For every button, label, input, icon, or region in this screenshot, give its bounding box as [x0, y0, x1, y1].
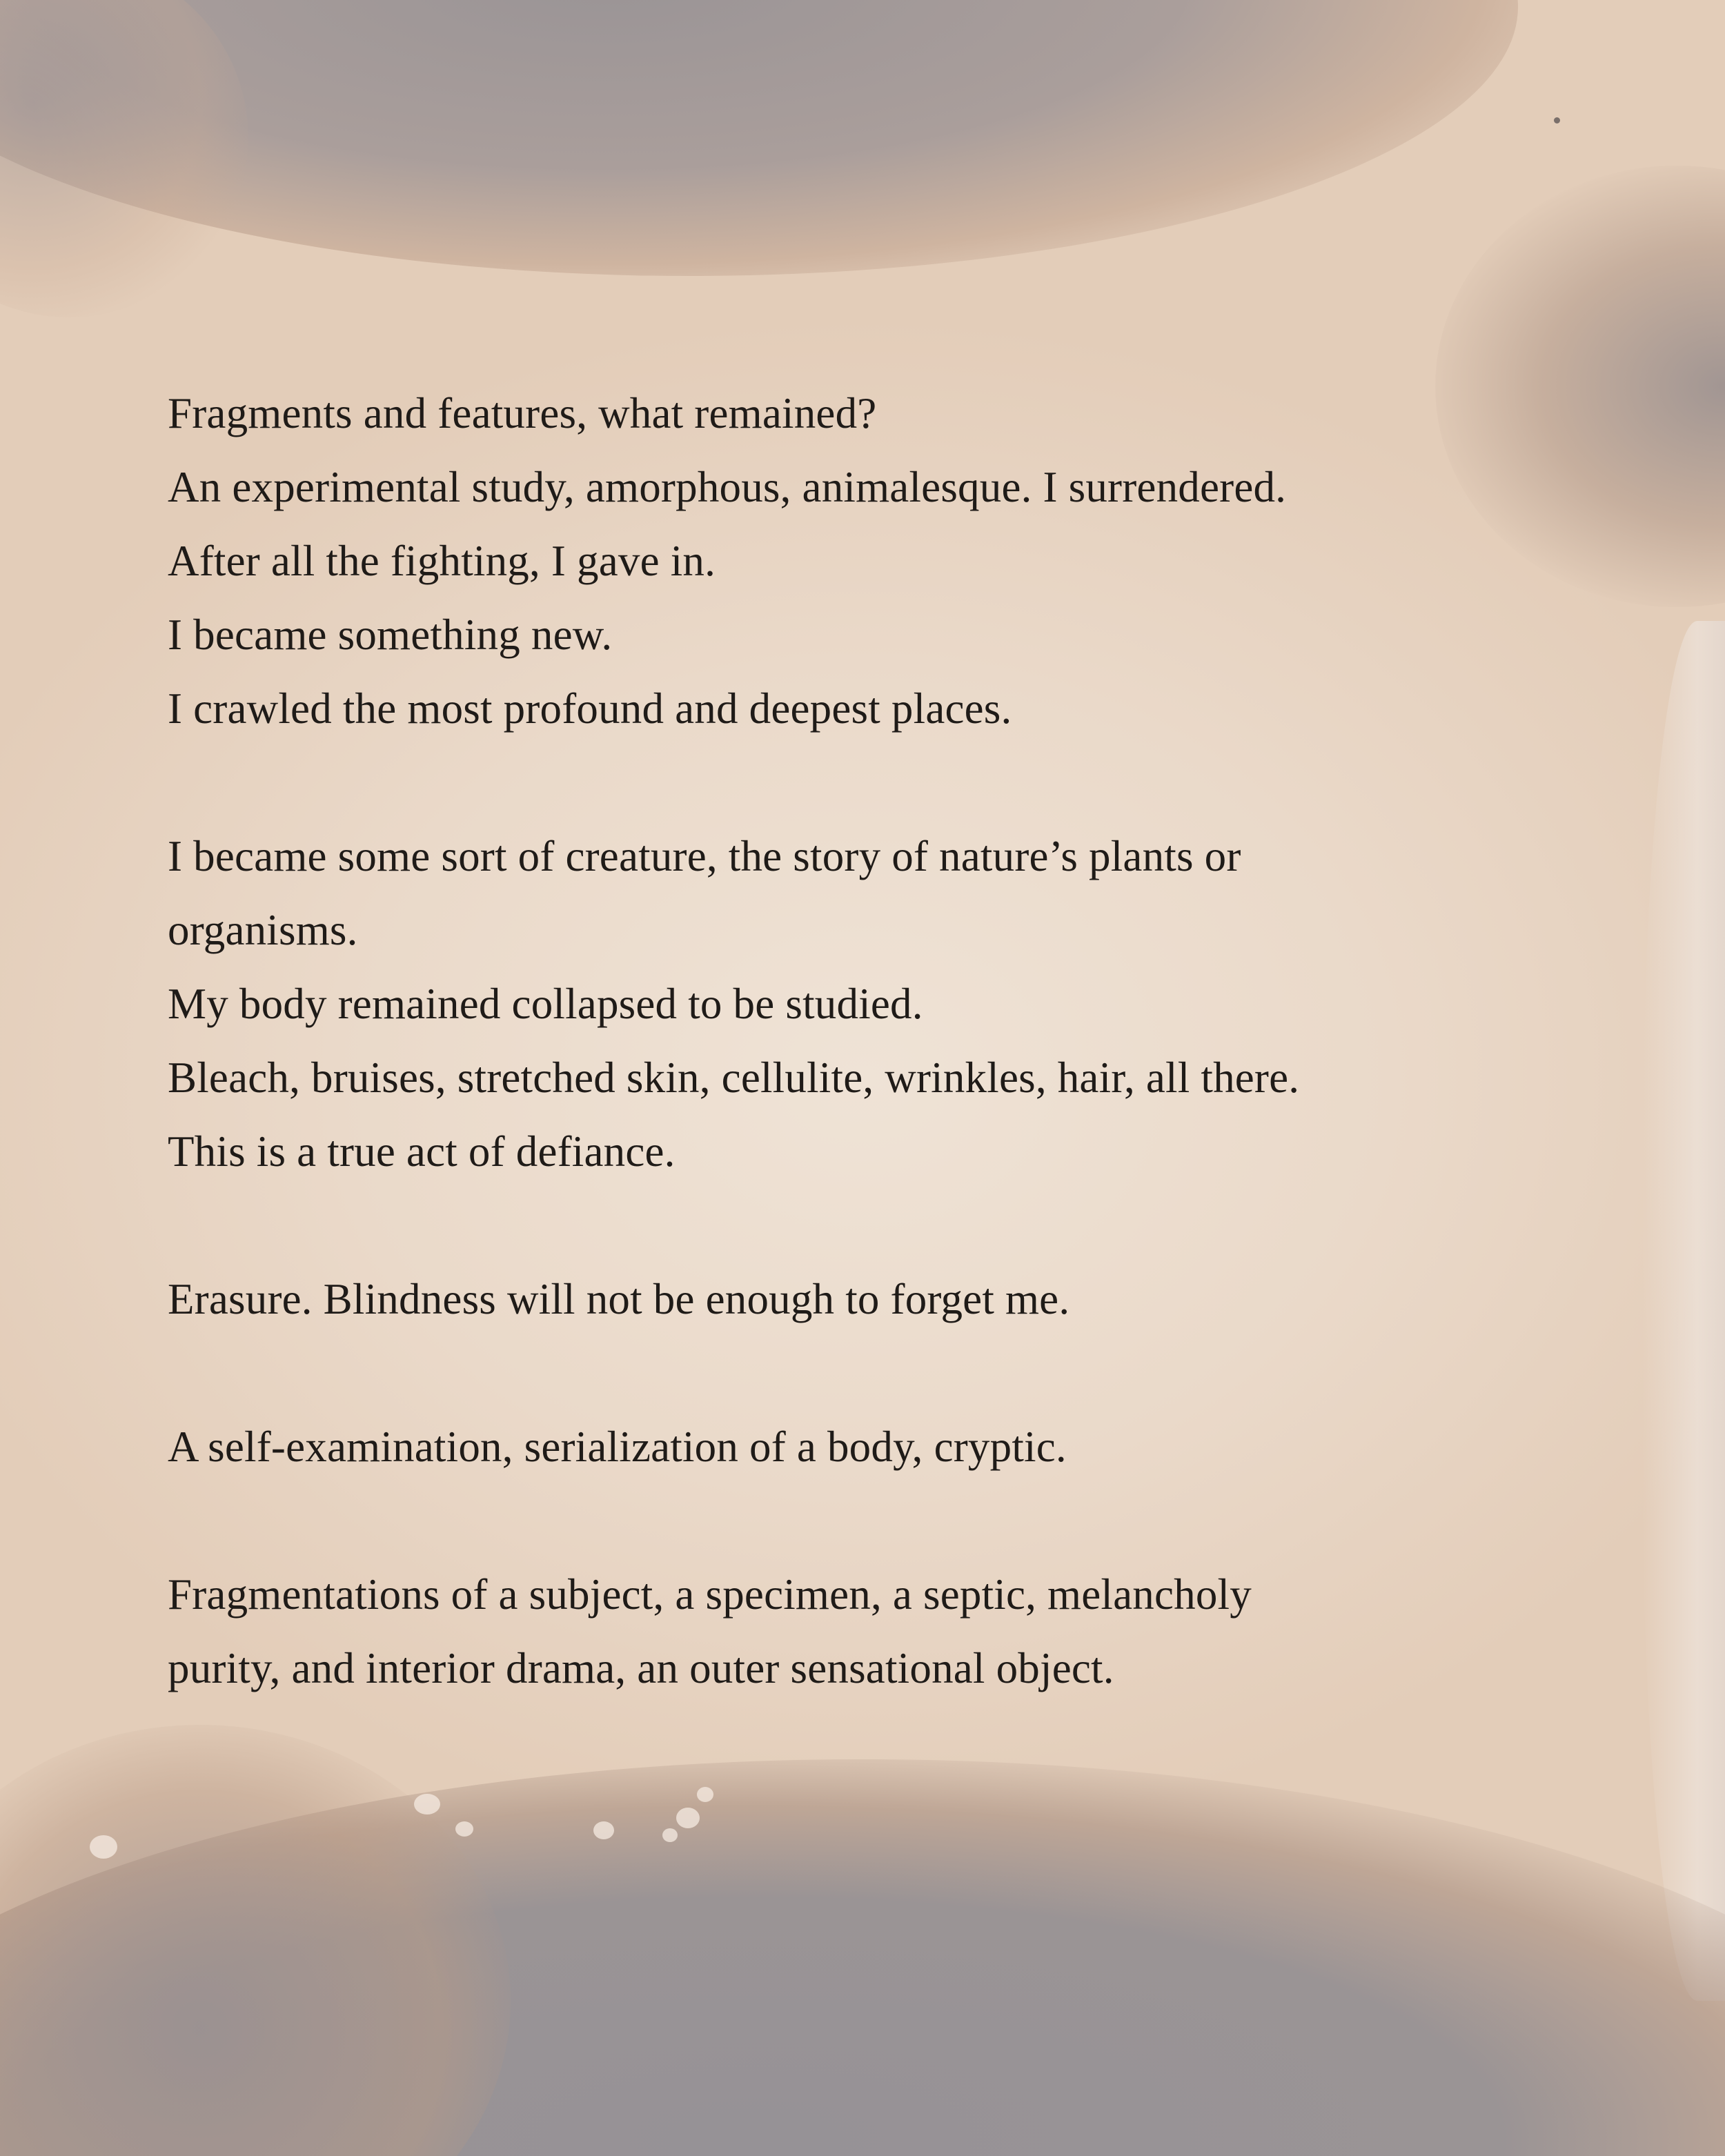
poem-line: An experimental study, amorphous, animalesque. I surrendered.	[168, 463, 1287, 511]
poem-text	[168, 377, 1548, 1705]
bottom-stain	[0, 1759, 1725, 2156]
poem-line: A self-examination, serialization of a body, cryptic.	[168, 1423, 1067, 1471]
light-speck	[90, 1835, 117, 1859]
poem-line: My body remained collapsed to be studied.	[168, 980, 923, 1028]
poem-line: Fragments and features, what remained?	[168, 389, 877, 437]
stanza-4	[168, 1410, 1548, 1484]
stanza-3	[168, 1263, 1548, 1336]
light-speck	[414, 1794, 440, 1814]
poem-line: purity, and interior drama, an outer sensational object.	[168, 1644, 1114, 1692]
stanza-5	[168, 1558, 1548, 1705]
poem-line: Erasure. Blindness will not be enough to forget me.	[168, 1275, 1070, 1323]
poem-line: This is a true act of defiance.	[168, 1127, 676, 1176]
poem-line: Bleach, bruises, stretched skin, cellulite, wrinkles, hair, all there.	[168, 1054, 1300, 1102]
poem-line: organisms.	[168, 906, 358, 954]
stanza-2	[168, 820, 1548, 1189]
top-stain	[0, 0, 1518, 276]
light-speck	[455, 1821, 473, 1837]
poem-line: Fragmentations of a subject, a specimen, a septic, melancholy	[168, 1570, 1252, 1619]
right-edge-wear	[1642, 621, 1725, 2001]
light-speck	[697, 1787, 713, 1802]
light-speck	[662, 1828, 678, 1842]
poem-line: I became something new.	[168, 611, 613, 659]
light-speck	[676, 1808, 700, 1828]
poem-line: I crawled the most profound and deepest places.	[168, 684, 1012, 733]
stanza-1	[168, 377, 1548, 746]
top-left-stain	[0, 0, 248, 317]
poem-line: After all the fighting, I gave in.	[168, 537, 716, 585]
bottom-left-stain	[0, 1725, 511, 2156]
ink-dot	[1554, 117, 1560, 123]
light-speck	[593, 1821, 614, 1839]
poem-line: I became some sort of creature, the story of nature’s plants or	[168, 832, 1241, 880]
